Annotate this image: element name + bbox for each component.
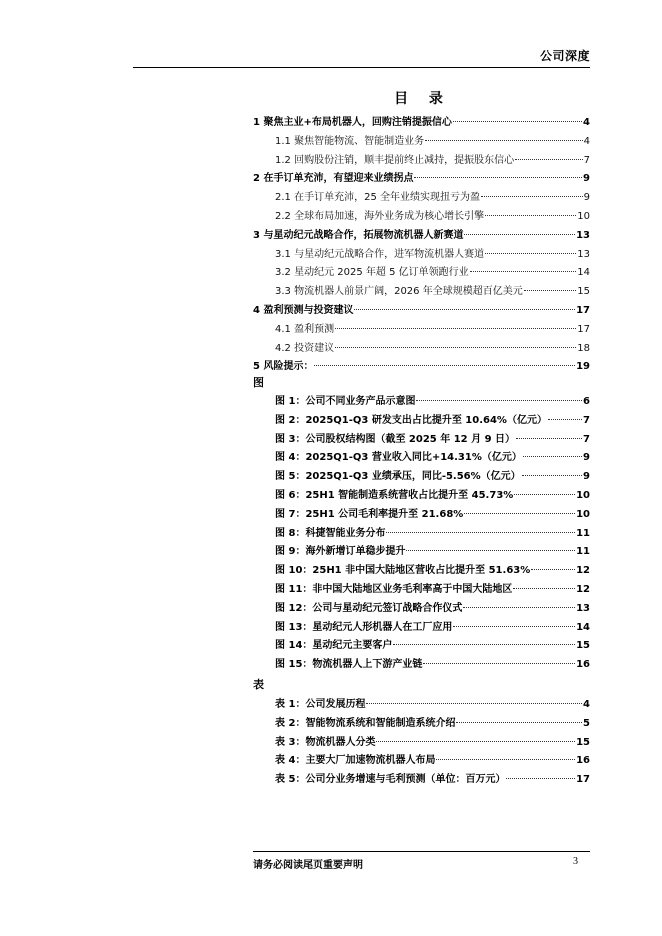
entry-page: 11	[576, 527, 590, 539]
dot-leader	[531, 569, 575, 570]
toc-entry[interactable]	[253, 449, 590, 468]
entry-title: 表 3：物流机器人分类	[275, 736, 376, 748]
toc-entry[interactable]	[253, 619, 590, 638]
dot-leader	[335, 328, 576, 329]
entry-page: 19	[576, 361, 590, 373]
dot-leader	[481, 196, 583, 197]
entry-page: 4	[583, 117, 590, 128]
entry-page: 7	[583, 154, 590, 166]
dot-leader	[314, 365, 575, 366]
dot-leader	[436, 759, 575, 760]
entry-page: 16	[576, 659, 590, 671]
entry-title: 图 13：星动纪元人形机器人在工厂应用	[275, 621, 453, 633]
entry-page: 9	[583, 173, 590, 185]
entry-page: 4	[583, 135, 590, 147]
toc-entry[interactable]	[253, 696, 590, 715]
footer-disclaimer: 请务必阅读尾页重要声明	[253, 860, 363, 871]
entry-title: 表 2：智能物流系统和智能制造系统介绍	[275, 717, 456, 729]
dot-leader	[523, 456, 582, 457]
entry-page: 10	[577, 210, 590, 222]
entry-title: 5 风险提示：	[253, 361, 314, 373]
entry-title: 图 1：公司不同业务产品示意图	[275, 396, 416, 407]
entry-page: 15	[576, 736, 590, 748]
entry-title: 4.1 盈利预测	[275, 323, 335, 335]
toc-entry[interactable]	[253, 525, 590, 544]
entry-page: 7	[583, 433, 590, 445]
toc-entry[interactable]	[253, 468, 590, 487]
dot-leader	[366, 703, 582, 704]
entry-title: 图 11：非中国大陆地区业务毛利率高于中国大陆地区	[275, 583, 513, 595]
toc-entry[interactable]	[253, 734, 590, 753]
toc-entry[interactable]	[253, 133, 590, 152]
toc-entry[interactable]	[253, 600, 590, 619]
entry-title: 3.2 星动纪元 2025 年超 5 亿订单领跑行业	[275, 267, 469, 279]
toc-entry[interactable]	[253, 506, 590, 525]
toc-entry[interactable]	[253, 412, 590, 431]
entry-page: 13	[577, 248, 590, 260]
toc-entry[interactable]	[253, 189, 590, 208]
entry-title: 4 盈利预测与投资建议	[253, 304, 354, 316]
dot-leader	[376, 741, 575, 742]
toc-entry[interactable]	[253, 114, 590, 133]
dot-leader	[406, 550, 575, 551]
entry-title: 表 1：公司发展历程	[275, 699, 366, 710]
entry-title: 图 3：公司股权结构图（截至 2025 年 12 月 9 日）	[275, 433, 516, 445]
entry-title: 1.1 聚焦智能物流、智能制造业务	[275, 135, 425, 147]
entry-title: 图 10：25H1 非中国大陆地区营收占比提升至 51.63%	[275, 565, 531, 577]
entry-page: 12	[576, 583, 590, 595]
header-title: 公司深度	[539, 49, 590, 63]
toc-entry[interactable]	[253, 170, 590, 189]
toc-entry[interactable]	[253, 227, 590, 246]
dot-leader	[414, 177, 582, 178]
entry-title: 表 5：公司分业务增速与毛利预测（单位：百万元）	[275, 774, 506, 786]
entry-title: 2 在手订单充沛，有望迎来业绩拐点	[253, 173, 414, 185]
tables-heading: 表	[253, 678, 264, 691]
entry-title: 图 5：2025Q1-Q3 业绩承压，同比-5.56%（亿元）	[275, 471, 521, 483]
dot-leader	[514, 494, 575, 495]
entry-page: 9	[583, 452, 590, 464]
entry-title: 图 8：科捷智能业务分布	[275, 527, 386, 539]
toc-entry[interactable]	[253, 581, 590, 600]
toc-entry[interactable]	[253, 393, 590, 412]
entry-page: 4	[583, 699, 590, 710]
toc-list	[253, 114, 590, 377]
toc-entry[interactable]	[253, 340, 590, 359]
entry-title: 1 聚焦主业+布局机器人，回购注销提振信心	[253, 117, 452, 128]
dot-leader	[416, 400, 582, 401]
entry-page: 10	[576, 489, 590, 501]
entry-page: 7	[583, 414, 590, 426]
entry-title: 图 15：物流机器人上下游产业链	[275, 659, 423, 671]
entry-page: 17	[577, 323, 590, 335]
entry-page: 9	[583, 192, 590, 204]
entry-page: 14	[577, 267, 590, 279]
dot-leader	[335, 347, 576, 348]
header-rule	[133, 67, 590, 68]
toc-entry[interactable]	[253, 264, 590, 283]
entry-title: 3.3 物流机器人前景广阔，2026 年全球规模超百亿美元	[275, 286, 523, 298]
entry-page: 16	[576, 755, 590, 767]
entry-page: 9	[583, 471, 590, 483]
toc-entry[interactable]	[253, 543, 590, 562]
entry-page: 5	[583, 717, 590, 729]
toc-title: 目 录	[394, 91, 451, 107]
dot-leader	[453, 626, 575, 627]
entry-title: 图 6：25H1 智能制造系统营收占比提升至 45.73%	[275, 489, 514, 501]
toc-entry[interactable]	[253, 152, 590, 171]
page-number: 3	[573, 856, 578, 867]
dot-leader	[548, 419, 582, 420]
toc-entry[interactable]	[253, 656, 590, 675]
entry-title: 3 与星动纪元战略合作，拓展物流机器人新赛道	[253, 229, 464, 241]
entry-page: 11	[576, 546, 590, 558]
figure-list	[253, 393, 590, 675]
entry-title: 图 9：海外新增订单稳步提升	[275, 546, 406, 558]
figures-heading: 图	[253, 376, 264, 389]
entry-title: 2.1 在手订单充沛，25 全年业绩实现扭亏为盈	[275, 192, 480, 204]
entry-page: 17	[576, 774, 590, 786]
entry-page: 13	[576, 229, 590, 241]
entry-title: 图 7：25H1 公司毛利率提升至 21.68%	[275, 508, 464, 520]
toc-entry[interactable]	[253, 358, 590, 377]
entry-page: 17	[576, 304, 590, 316]
entry-title: 图 4：2025Q1-Q3 营业收入同比+14.31%（亿元）	[275, 452, 522, 464]
entry-title: 图 14：星动纪元主要客户	[275, 640, 393, 652]
entry-title: 2.2 全球布局加速，海外业务成为核心增长引擎	[275, 210, 485, 222]
entry-page: 15	[576, 640, 590, 652]
entry-title: 图 2：2025Q1-Q3 研发支出占比提升至 10.64%（亿元）	[275, 414, 547, 426]
toc-entry[interactable]	[253, 715, 590, 734]
dot-leader	[470, 271, 577, 272]
footer-rule	[253, 851, 590, 852]
dot-leader	[506, 778, 575, 779]
dot-leader	[485, 253, 576, 254]
dot-leader	[393, 644, 575, 645]
dot-leader	[386, 532, 575, 533]
toc-entry[interactable]	[253, 321, 590, 340]
table-list	[253, 696, 590, 790]
dot-leader	[464, 513, 575, 514]
entry-page: 10	[576, 508, 590, 520]
toc-entry[interactable]	[253, 208, 590, 227]
dot-leader	[515, 159, 583, 160]
toc-entry[interactable]	[253, 637, 590, 656]
toc-entry[interactable]	[253, 752, 590, 771]
dot-leader	[354, 309, 575, 310]
dot-leader	[522, 475, 582, 476]
dot-leader	[485, 215, 576, 216]
toc-entry[interactable]	[253, 431, 590, 450]
toc-entry[interactable]	[253, 771, 590, 790]
toc-entry[interactable]	[253, 487, 590, 506]
toc-entry[interactable]	[253, 283, 590, 302]
dot-leader	[423, 663, 575, 664]
entry-page: 12	[576, 565, 590, 577]
entry-page: 6	[583, 396, 590, 407]
dot-leader	[513, 588, 575, 589]
entry-page: 14	[576, 621, 590, 633]
dot-leader	[425, 140, 583, 141]
entry-page: 18	[577, 342, 590, 354]
entry-title: 3.1 与星动纪元战略合作，进军物流机器人赛道	[275, 248, 485, 260]
toc-entry[interactable]	[253, 302, 590, 321]
dot-leader	[516, 438, 582, 439]
toc-entry[interactable]	[253, 562, 590, 581]
entry-title: 1.2 回购股份注销，顺丰提前终止减持，提振股东信心	[275, 154, 515, 166]
entry-title: 表 4：主要大厂加速物流机器人布局	[275, 755, 436, 767]
entry-title: 4.2 投资建议	[275, 342, 335, 354]
dot-leader	[453, 121, 582, 122]
dot-leader	[524, 290, 577, 291]
dot-leader	[463, 607, 575, 608]
entry-page: 13	[576, 602, 590, 614]
toc-entry[interactable]	[253, 246, 590, 265]
entry-title: 图 12：公司与星动纪元签订战略合作仪式	[275, 602, 463, 614]
dot-leader	[456, 722, 582, 723]
entry-page: 15	[577, 286, 590, 298]
dot-leader	[464, 234, 575, 235]
